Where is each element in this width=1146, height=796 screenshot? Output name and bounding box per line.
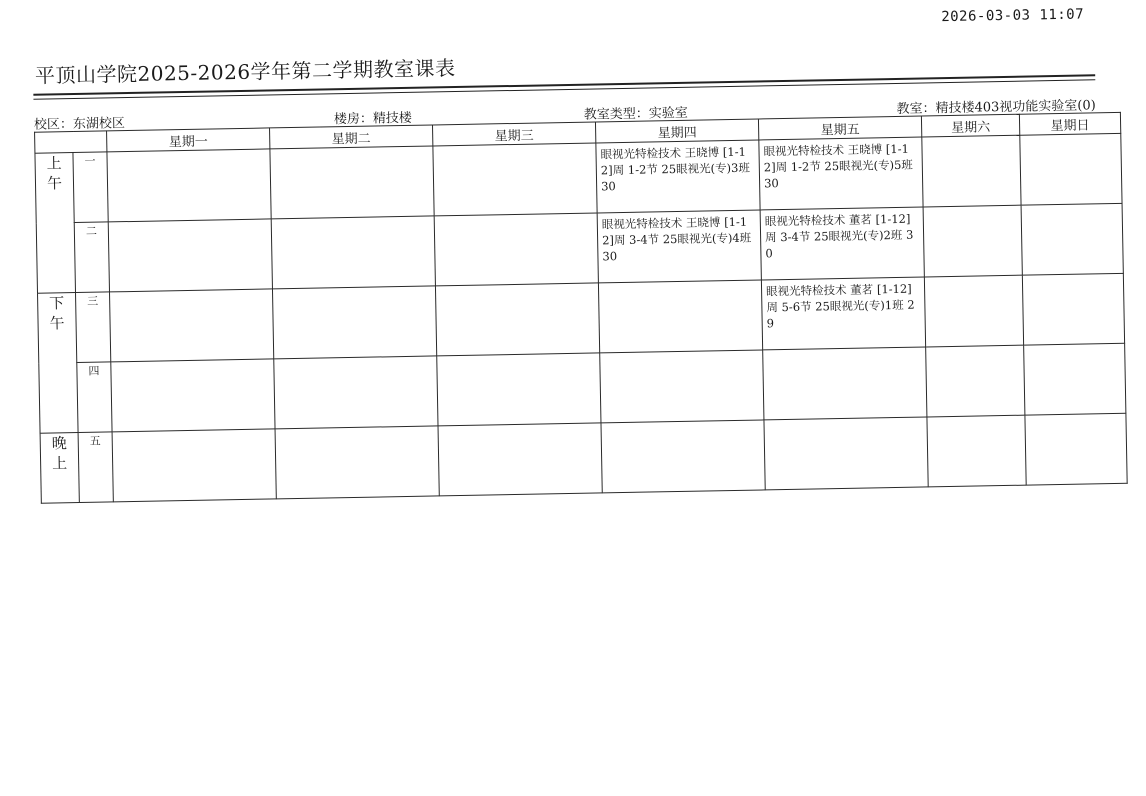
cell-thu-p5 [601, 420, 765, 493]
cell-thu-p1 [596, 140, 760, 213]
group-evening [40, 433, 79, 504]
cell-thu-p3 [598, 280, 762, 353]
cell-tue-p5 [275, 426, 439, 499]
timetable [34, 112, 1128, 504]
room-label: 教室：精技楼403视功能实验室(0) [896, 98, 1096, 117]
day-header: 星期日 [1019, 112, 1120, 135]
course-entry: 眼视光特检技术 王晓博 [1-12]周 1-2节 25眼视光(专)5班 30 [763, 141, 913, 191]
group-label: 晚上 [51, 434, 68, 473]
cell-sun-p1 [1020, 133, 1122, 205]
cell-tue-p1 [270, 146, 434, 219]
cell-tue-p4 [274, 356, 438, 429]
print-timestamp: 2026-03-03 11:07 [941, 6, 1085, 26]
cell-mon-p2 [108, 219, 272, 292]
cell-tue-p2 [271, 216, 435, 289]
period-label: 五 [78, 432, 113, 503]
period-label: 四 [77, 362, 112, 433]
cell-sun-p5 [1025, 413, 1127, 485]
group-label: 上午 [46, 154, 63, 193]
day-header: 星期六 [921, 114, 1019, 137]
course-entry: 眼视光特检技术 王晓博 [1-12]周 1-2节 25眼视光(专)3班 30 [600, 144, 751, 194]
course-entry: 眼视光特检技术 董茗 [1-12]周 5-6节 25眼视光(专)1班 29 [765, 281, 915, 331]
day-header: 星期四 [595, 119, 758, 143]
room-type-label: 教室类型：实验室 [583, 105, 688, 123]
cell-fri-p5 [764, 417, 928, 490]
cell-sun-p3 [1022, 273, 1124, 345]
course-entry: 眼视光特检技术 王晓博 [1-12]周 3-4节 25眼视光(专)4班 30 [601, 214, 752, 264]
group-morning [35, 153, 76, 294]
campus-label: 校区：东湖校区 [33, 116, 126, 133]
cell-wed-p1 [433, 143, 597, 216]
building-label: 楼房：精技楼 [333, 110, 413, 128]
day-header: 星期一 [107, 128, 270, 152]
group-label: 下午 [49, 294, 65, 333]
cell-wed-p3 [435, 283, 599, 356]
cell-wed-p5 [438, 423, 602, 496]
cell-sun-p4 [1024, 343, 1126, 415]
cell-sat-p2 [923, 205, 1022, 277]
cell-tue-p3 [272, 286, 436, 359]
scanned-sheet [20, 0, 1129, 520]
period-label: 三 [76, 292, 111, 363]
cell-thu-p2 [597, 210, 761, 283]
header-corner [35, 131, 107, 153]
cell-mon-p1 [107, 149, 271, 222]
cell-wed-p2 [434, 213, 598, 286]
period-label: 二 [74, 222, 109, 293]
cell-sat-p1 [922, 135, 1021, 207]
cell-mon-p3 [109, 289, 273, 362]
day-header: 星期二 [270, 125, 433, 149]
cell-thu-p4 [600, 350, 764, 423]
cell-mon-p5 [112, 429, 276, 502]
group-afternoon [38, 293, 79, 434]
period-label: 一 [73, 152, 108, 223]
course-entry: 眼视光特检技术 董茗 [1-12]周 3-4节 25眼视光(专)2班 30 [764, 211, 914, 261]
cell-mon-p4 [111, 359, 275, 432]
cell-wed-p4 [437, 353, 601, 426]
cell-fri-p2 [760, 207, 924, 280]
cell-fri-p3 [761, 277, 925, 350]
cell-fri-p4 [763, 347, 927, 420]
cell-sun-p2 [1021, 203, 1123, 275]
day-header: 星期五 [758, 116, 921, 140]
page-title: 平顶山学院2025-2026学年第二学期教室课表 [34, 56, 456, 88]
cell-fri-p1 [759, 137, 923, 210]
day-header: 星期三 [432, 122, 595, 146]
cell-sat-p5 [927, 415, 1026, 487]
cell-sat-p4 [926, 345, 1025, 417]
cell-sat-p3 [924, 275, 1023, 347]
